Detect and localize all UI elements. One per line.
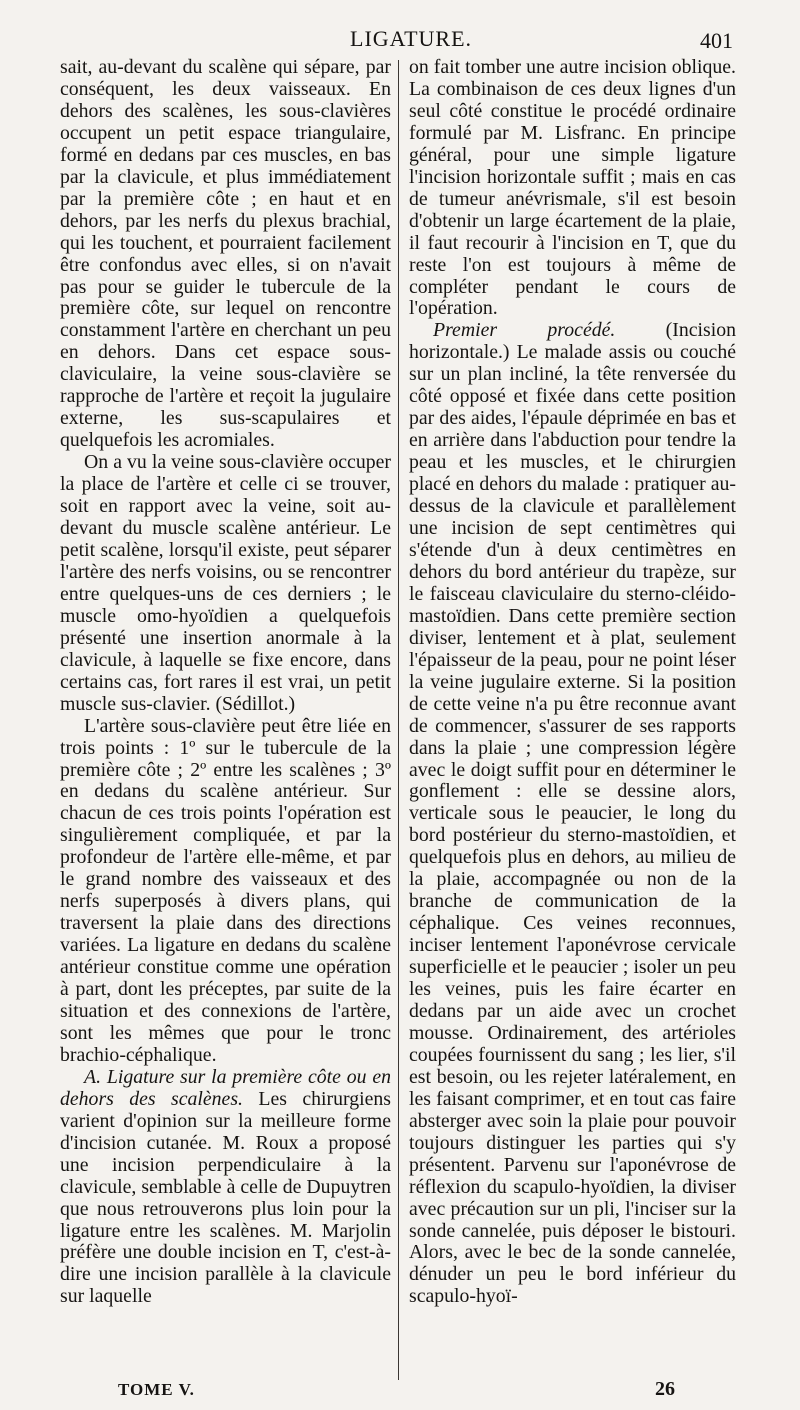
left-column [60,57,391,1308]
volume-label: TOME V. [118,1380,195,1399]
signature-mark: 26 [655,1378,675,1400]
paragraph: on fait tomber une autre incision oblique. La combinaison de ces deux lignes d'un seul côté constitue le procédé ordinaire formulé par M. Lisfranc. En principe général, pour une simple ligature l'incision horizontale suffit ; mais en cas de tumeur anévrismale, s'il est besoin d'obtenir un large écartement de la plaie, il faut recourir à l'incision en T, que du reste l'on est toujours à même de compléter pendant le cours de l'opération. [409,56,736,320]
paragraph: sait, au-devant du scalène qui sépare, par conséquent, les deux vaisseaux. En dehors des scalènes, les sous-clavières occupent un petit espace triangulaire, formé en dedans par ces muscles, en bas par la clavicule, et plus immédiatement par la première côte ; en haut et en dehors, par les nerfs du plexus brachial, qui les touchent, et pourraient facilement être confondus avec elles, si on n'avait pas pour se guider le tubercule de la première côte, sur lequel on rencontre constamment l'artère en cherchant un peu en dehors. Dans cet espace sous-claviculaire, la veine sous-clavière se rapproche de l'artère et reçoit la jugulaire externe, les sus-scapulaires et quelquefois les acromiales. [60,56,391,452]
paragraph [60,1067,391,1308]
section-heading: A. Ligature sur la première côte ou en dehors des scalènes. [60,1065,391,1110]
paragraph [409,320,736,1308]
page-number: 401 [700,28,733,53]
running-title: LIGATURE. [350,26,473,51]
column-divider [398,60,399,1380]
running-header [0,26,800,60]
paragraph-text: (Incision horizontale.) Le malade assis ou couché sur un plan incliné, la tête renversée du côté opposé et fixée dans cette position par des aides, l'épaule déprimée en bas et en arrière dans l'abduction pour tendre la peau et les muscles, et le chirurgien placé en dehors du malade : pratiquer au-dessus de la clavicule et parallèlement une incision de sept centimètres qui s'étende d'un à deux centimètres en dehors du bord antérieur du trapèze, sur le faisceau claviculaire du sterno-cléido-mastoïdien. Dans cette première section diviser, lentement et à plat, seulement l'épaisseur de la peau, pour ne point léser la veine jugulaire externe. Si la position de cette veine n'a pu être reconnue avant de commencer, s'assurer de ses rapports dans la plaie ; une compression légère avec le doigt suffit pour en déterminer le gonflement : elle se dessine alors, verticale sous le peaucier, le long du bord postérieur du sterno-mastoïdien, et quelquefois plus en dehors, au milieu de la plaie, accompagnée ou non de la branche de communication de la céphalique. Ces veines reconnues, inciser lentement l'aponévrose cervicale superficielle et le peaucier ; isoler un peu les veines, puis les faire écarter en dedans par un aide avec un crochet mousse. Ordinairement, des artérioles coupées fournissent du sang ; les lier, s'il est besoin, ou les rejeter latéralement, en les faisant comprimer, et en tout cas faire absterger avec soin la plaie pour pouvoir toujours distinguer les parties qui s'y présentent. Parvenu sur l'aponévrose de réflexion du scapulo-hyoïdien, la diviser avec précaution sur un pli, l'inciser sur la sonde cannelée, puis déposer le bistouri. Alors, avec le bec de la sonde cannelée, dénuder un peu le bord inférieur du scapulo-hyoï- [409,319,736,1308]
paragraph: On a vu la veine sous-clavière occuper la place de l'artère et celle ci se trouver, soit en rapport avec la veine, soit au-devant du muscle scalène antérieur. Le petit scalène, lorsqu'il existe, peut séparer l'artère des nerfs voisins, ou se rencontrer entre quelques-uns de ces derniers ; le muscle omo-hyoïdien a quelquefois présenté une insertion anormale à la clavicule, à laquelle se fixe encore, dans certains cas, fort rares il est vrai, un petit muscle sus-clavier. (Sédillot.) [60,451,391,715]
procedure-heading: Premier procédé. [433,319,616,342]
paragraph-text: Les chirurgiens varient d'opinion sur la meilleure forme d'incision cutanée. M. Roux a proposé une incision perpendiculaire à la clavicule, semblable à celle de Dupuytren que nous retrouverons plus loin pour la ligature entre les scalènes. M. Marjolin préfère une double incision en T, c'est-à-dire une incision parallèle à la clavicule sur laquelle [60,1087,391,1308]
page-footer [0,1380,800,1410]
right-column [409,57,736,1308]
paragraph: L'artère sous-clavière peut être liée en trois points : 1º sur le tubercule de la première côte ; 2º entre les scalènes ; 3º en dedans du scalène antérieur. Sur chacun de ces trois points l'opération est singulièrement compliquée, et par la profondeur de l'artère elle-même, et par le grand nombre des vaisseaux et des nerfs superposés à divers plans, qui traversent la plaie dans des directions variées. La ligature en dedans du scalène antérieur constitue comme une opération à part, dont les préceptes, par suite de la situation et des connexions de l'artère, sont les mêmes que pour le tronc brachio-céphalique. [60,714,391,1066]
